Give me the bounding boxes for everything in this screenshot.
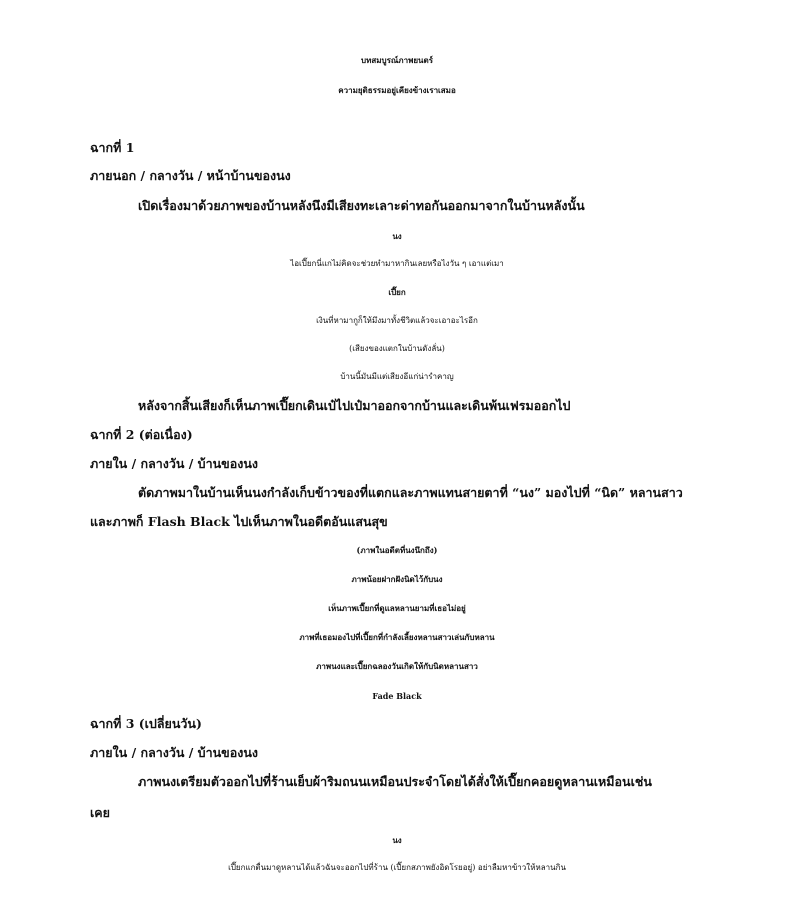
- character-name: เปี๊ยก: [388, 287, 406, 297]
- character-name: นง: [392, 231, 402, 241]
- transition: Fade Black: [372, 691, 422, 701]
- parenthetical: (เสียงของแตกในบ้านดังลั่น): [349, 344, 445, 353]
- scene-setting-2: ภายใน / กลางวัน / บ้านของนง: [90, 456, 258, 471]
- action-line: เปิดเรื่องมาด้วยภาพของบ้านหลังนึงมีเสียงทะเลาะด่าทอกันออกมาจากในบ้านหลังนั้น: [138, 198, 585, 213]
- flashback-line: ภาพที่เธอมองไปที่เปี๊ยกที่กำลังเลี้ยงหลานสาวเล่นกับหลาน: [299, 632, 495, 642]
- dialogue-line: เงินที่หามากูก็ให้มึงมาทั้งชีวิตแล้วจะเอาอะไรอีก: [316, 316, 478, 325]
- action-line-cont: และภาพก็ Flash Black ไปเห็นภาพในอดีตอันแสนสุข: [90, 514, 388, 529]
- scene-heading-2: ฉากที่ 2 (ต่อเนื่อง): [90, 427, 193, 442]
- scene-setting-3: ภายใน / กลางวัน / บ้านของนง: [90, 745, 258, 760]
- flashback-line: เห็นภาพเปี๊ยกที่ดูแลหลานยามที่เธอไม่อยู่: [328, 603, 466, 613]
- document-subtitle: ความยุติธรรมอยู่เคียงข้างเราเสมอ: [338, 85, 456, 95]
- flashback-note: (ภาพในอดีตที่นงนึกถึง): [356, 545, 438, 555]
- dialogue-line: ไอเปี๊ยกนี่แกไม่คิดจะช่วยทำมาหากินเลยหรือไงวัน ๆ เอาแต่เมา: [290, 259, 504, 268]
- scene-setting-1: ภายนอก / กลางวัน / หน้าบ้านของนง: [90, 168, 291, 183]
- scene-heading-3: ฉากที่ 3 (เปลี่ยนวัน): [90, 716, 202, 731]
- flashback-line: ภาพนงและเปี๊ยกฉลองวันเกิดให้กับนิดหลานสาว: [316, 661, 478, 671]
- document-title: บทสมบูรณ์ภาพยนตร์: [361, 55, 433, 65]
- action-line-cont: เคย: [90, 805, 110, 820]
- action-line: หลังจากสิ้นเสียงก็เห็นภาพเปี๊ยกเดินเป๋ไปเป๋มาออกจากบ้านและเดินพ้นเฟรมออกไป: [138, 398, 571, 413]
- action-line: ตัดภาพมาในบ้านเห็นนงกำลังเก็บข้าวของที่แตกและภาพแทนสายตาที่ “นง” มองไปที่ “นิด” หลานสาว: [138, 485, 683, 500]
- character-name: นง: [392, 835, 402, 845]
- dialogue-line: บ้านนี้มันมีแต่เสียงอีแก่น่ารำคาญ: [340, 372, 454, 381]
- scene-heading-1: ฉากที่ 1: [90, 140, 135, 155]
- dialogue-line: เปี๊ยกแกตื่นมาดูหลานได้แล้วฉันจะออกไปที่ร้าน (เปี๊ยกสภาพยังอิดโรยอยู่) อย่าลืมหาข้าวให้หลานกิน: [228, 863, 566, 872]
- action-line: ภาพนงเตรียมตัวออกไปที่ร้านเย็บผ้าริมถนนเหมือนประจำโดยได้สั่งให้เปี๊ยกคอยดูหลานเหมือนเช่น: [138, 774, 652, 789]
- flashback-line: ภาพน้อยฝากฝังนิดไว้กับนง: [351, 574, 443, 584]
